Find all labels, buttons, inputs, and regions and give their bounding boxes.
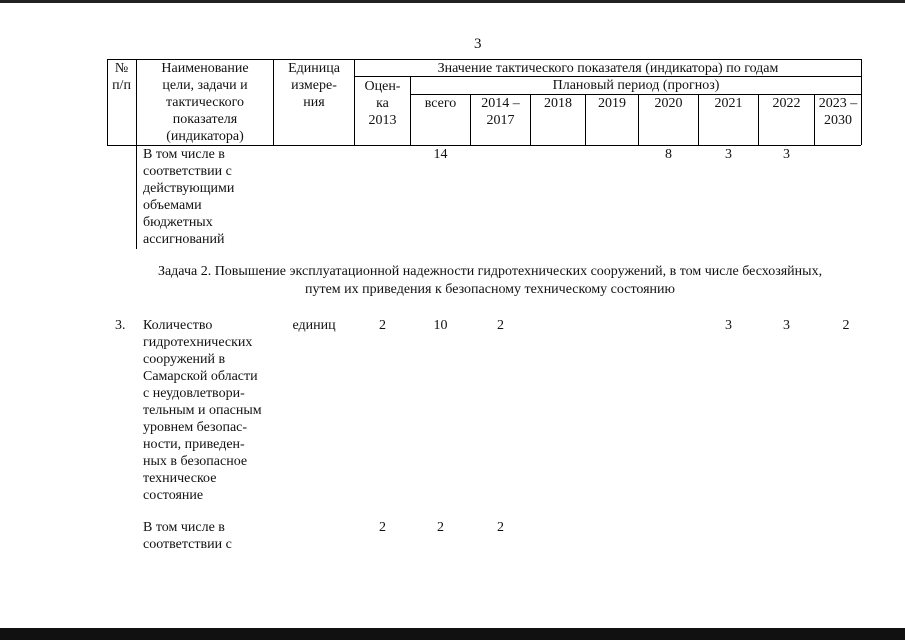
- row-a-total: 14: [433, 147, 448, 162]
- header-year-line: 2030: [824, 113, 852, 128]
- row-3-name-line: гидротехнических: [143, 335, 253, 350]
- header-unit-line: ния: [303, 95, 325, 110]
- row-3-name-line: Количество: [143, 318, 213, 333]
- header-name-line: показателя: [172, 112, 238, 127]
- header-year-2019: 2019: [598, 96, 626, 111]
- row-a-name-line: объемами: [143, 198, 202, 213]
- header-no: [107, 60, 136, 94]
- header-estimate: [355, 78, 410, 129]
- row-a-name: [143, 146, 273, 248]
- row-3-no: 3.: [115, 318, 126, 333]
- row-a-name-line: соответствии с: [143, 164, 232, 179]
- row-b-total: 2: [437, 520, 444, 535]
- top-border: [0, 0, 905, 3]
- row-3-name-line: Самарской области: [143, 369, 258, 384]
- row-3-name: [143, 317, 273, 504]
- header-year-line: 2017: [486, 113, 515, 128]
- header-year-line: 2014 –: [481, 96, 520, 111]
- row-b-2014-2017: 2: [497, 520, 504, 535]
- header-name-line: (индикатора): [166, 129, 244, 144]
- row-3-2014-2017: 2: [497, 318, 504, 333]
- bottom-scan-border: [0, 628, 905, 640]
- header-name-line: Наименование: [161, 61, 249, 76]
- header-planned-title: Плановый период (прогноз): [552, 78, 720, 93]
- row-b-name: [143, 519, 273, 553]
- row-3-name-line: техническое: [143, 471, 217, 486]
- row-a-2021: 3: [725, 147, 732, 162]
- row-3-name-line: с неудовлетвори-: [143, 386, 245, 401]
- header-no-line: п/п: [112, 78, 131, 93]
- row-3-2023-2030: 2: [842, 318, 850, 333]
- header-group-title: Значение тактического показателя (индикатора) по годам: [437, 61, 779, 76]
- header-years-2023-2030: [815, 95, 861, 129]
- row-3-name-line: ных в безопасное: [143, 454, 248, 469]
- header-name-line: цели, задачи и: [162, 78, 248, 93]
- page-number: 3: [474, 36, 482, 52]
- header-total: всего: [424, 96, 457, 111]
- header-unit: [274, 60, 354, 111]
- row-3-2022: 3: [783, 318, 790, 333]
- header-unit-line: Единица: [288, 61, 340, 76]
- row-a-2022: 3: [783, 147, 790, 162]
- header-year-2022: 2022: [772, 96, 801, 111]
- row-3-unit: единиц: [292, 318, 336, 333]
- header-no-line: №: [114, 61, 129, 76]
- row-a-name-line: действующими: [143, 181, 235, 196]
- task-2-heading-line2: путем их приведения к безопасному техническому состоянию: [304, 282, 675, 297]
- row-3-2021: 3: [725, 318, 732, 333]
- header-estimate-line: 2013: [368, 113, 397, 128]
- row-a-name-line: ассигнований: [143, 232, 225, 247]
- row-3-total: 10: [433, 318, 448, 333]
- row-3-name-line: тельным и опасным: [143, 403, 262, 418]
- header-estimate-line: Оцен-: [364, 79, 401, 94]
- header-year-2020: 2020: [654, 96, 683, 111]
- row-b-name-line: соответствии с: [143, 537, 232, 552]
- col-border: [861, 59, 862, 145]
- row-3-name-line: состояние: [143, 488, 204, 503]
- header-unit-line: измере-: [291, 78, 337, 93]
- task-2-heading-line1: Задача 2. Повышение эксплуатационной надежности гидротехнических сооружений, в том числе бесхозяйных,: [157, 264, 823, 279]
- row-3-name-line: сооружений в: [143, 352, 226, 367]
- row-b-estimate: 2: [379, 520, 386, 535]
- header-year-2021: 2021: [714, 96, 743, 111]
- row-3-estimate: 2: [379, 318, 386, 333]
- row-3-name-line: ности, приведен-: [143, 437, 245, 452]
- header-name-line: тактического: [165, 95, 245, 110]
- header-years-2014-2017: [471, 95, 530, 129]
- header-name: [137, 60, 273, 145]
- header-estimate-line: ка: [376, 96, 389, 111]
- row-b-name-line: В том числе в: [143, 520, 225, 535]
- row-a-name-line: бюджетных: [143, 215, 213, 230]
- row-a-name-line: В том числе в: [143, 147, 225, 162]
- row-3-name-line: уровнем безопас-: [143, 420, 248, 435]
- row-a-2020: 8: [665, 147, 672, 162]
- header-year-2018: 2018: [544, 96, 572, 111]
- header-year-line: 2023 –: [818, 96, 858, 111]
